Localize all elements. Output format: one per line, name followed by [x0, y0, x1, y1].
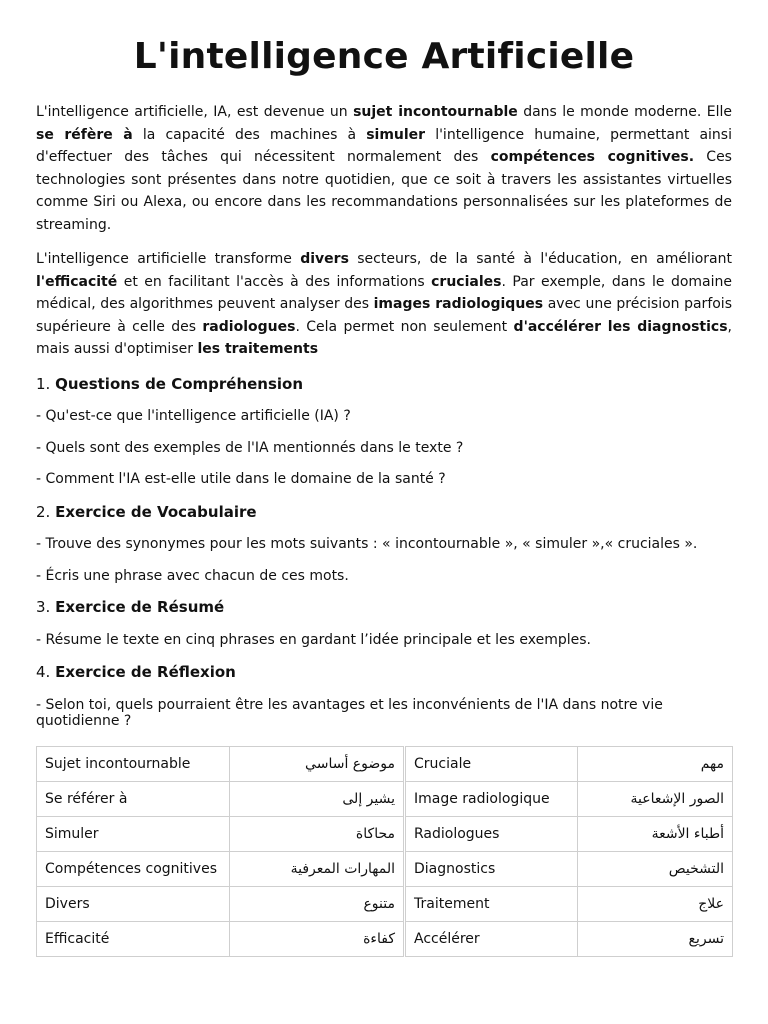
bold-term: simuler [366, 126, 426, 143]
section-title: Exercice de Vocabulaire [55, 503, 257, 521]
bold-term: divers [300, 251, 349, 267]
bold-term: d'accélérer les diagnostics [513, 318, 728, 335]
table-row [37, 782, 733, 817]
arabic-translation: علاج [578, 887, 733, 922]
section-number: 2. [36, 503, 51, 521]
bold-term: sujet incontournable [353, 104, 518, 120]
section-title: Exercice de Réflexion [55, 663, 236, 681]
french-term: Diagnostics [405, 852, 578, 887]
bold-term: cruciales [431, 273, 502, 290]
arabic-translation: تسريع [578, 922, 733, 957]
table-row [37, 922, 733, 957]
french-term: Efficacité [37, 922, 230, 957]
arabic-translation: الصور الإشعاعية [578, 782, 733, 817]
question-item: - Qu'est-ce que l'intelligence artificielle (IA) ? [36, 408, 351, 424]
arabic-translation: أطباء الأشعة [578, 817, 733, 852]
french-term: Radiologues [405, 817, 578, 852]
arabic-translation: التشخيص [578, 852, 733, 887]
question-item: - Comment l'IA est-elle utile dans le domaine de la santé ? [36, 471, 446, 487]
table-row [37, 817, 733, 852]
french-term: Compétences cognitives [37, 852, 230, 887]
section-title: Questions de Compréhension [55, 375, 304, 393]
bold-term: radiologues [202, 318, 296, 335]
section-3-heading [36, 597, 732, 617]
text-run: secteurs, de la santé à l'éducation, en améliorant [348, 251, 732, 267]
section-title: Exercice de Résumé [55, 598, 225, 616]
paragraph-2 [36, 248, 732, 361]
section-2-heading [36, 502, 732, 522]
document-title: L'intelligence Artificielle [133, 36, 635, 77]
text-run: l'intelligence humaine, permettant ainsi d'effectuer des tâches qui nécessitent normalement des [36, 126, 732, 165]
arabic-translation: محاكاة [230, 817, 405, 852]
text-run: L'intelligence artificielle, IA, est devenue un [36, 104, 354, 120]
text-run: et en facilitant l'accès à des informations [117, 273, 432, 290]
text-run: avec une précision parfois supérieure à celle des [36, 296, 732, 335]
arabic-translation: كفاءة [230, 922, 405, 957]
vocabulary-table [36, 746, 733, 957]
arabic-translation: مهم [578, 747, 733, 782]
french-term: Traitement [405, 887, 578, 922]
question-item: - Quels sont des exemples de l'IA mentionnés dans le texte ? [36, 440, 464, 456]
text-run: . Par exemple, dans le domaine médical, des algorithmes peuvent analyser des [36, 273, 732, 312]
french-term: Cruciale [405, 747, 578, 782]
arabic-translation: متنوع [230, 887, 405, 922]
french-term: Divers [37, 887, 230, 922]
text-run: , mais aussi d'optimiser [36, 318, 732, 357]
section-number: 1. [36, 375, 51, 393]
table-row [37, 747, 733, 782]
bold-term: l'efficacité [36, 273, 118, 290]
text-run: . Cela permet non seulement [295, 318, 514, 335]
exercise-item: - Selon toi, quels pourraient être les avantages et les inconvénients de l'IA dans notre vie quotidienne ? [36, 697, 663, 729]
bold-term: images radiologiques [373, 296, 544, 312]
bold-term: les traitements [197, 341, 319, 357]
table-row [37, 852, 733, 887]
arabic-translation: يشير إلى [230, 782, 405, 817]
text-run: dans le monde moderne. Elle [517, 104, 732, 120]
exercise-item: - Écris une phrase avec chacun de ces mots. [36, 568, 349, 584]
bold-term: se réfère à [36, 126, 133, 143]
french-term: Se référer à [37, 782, 230, 817]
text-run: L'intelligence artificielle transforme [36, 251, 301, 267]
french-term: Image radiologique [405, 782, 578, 817]
paragraph-1 [36, 101, 732, 236]
french-term: Accélérer [405, 922, 578, 957]
exercise-item: - Résume le texte en cinq phrases en gardant l’idée principale et les exemples. [36, 632, 592, 648]
french-term: Simuler [37, 817, 230, 852]
french-term: Sujet incontournable [37, 747, 230, 782]
section-1-heading [36, 374, 732, 394]
arabic-translation: المهارات المعرفية [230, 852, 405, 887]
section-4-heading [36, 662, 732, 682]
text-run: Ces technologies sont présentes dans notre quotidien, que ce soit à travers les assistantes virtuelles comme Siri ou Alexa, ou encore dans les recommandations personnalisées sur les plateformes de streaming. [36, 149, 732, 233]
section-number: 3. [36, 598, 51, 616]
bold-term: compétences cognitives. [490, 149, 695, 165]
section-number: 4. [36, 663, 51, 681]
text-run: la capacité des machines à [132, 126, 367, 143]
arabic-translation: موضوع أساسي [230, 747, 405, 782]
table-row [37, 887, 733, 922]
exercise-item: - Trouve des synonymes pour les mots suivants : « incontournable », « simuler »,« cruciales ». [36, 536, 698, 552]
